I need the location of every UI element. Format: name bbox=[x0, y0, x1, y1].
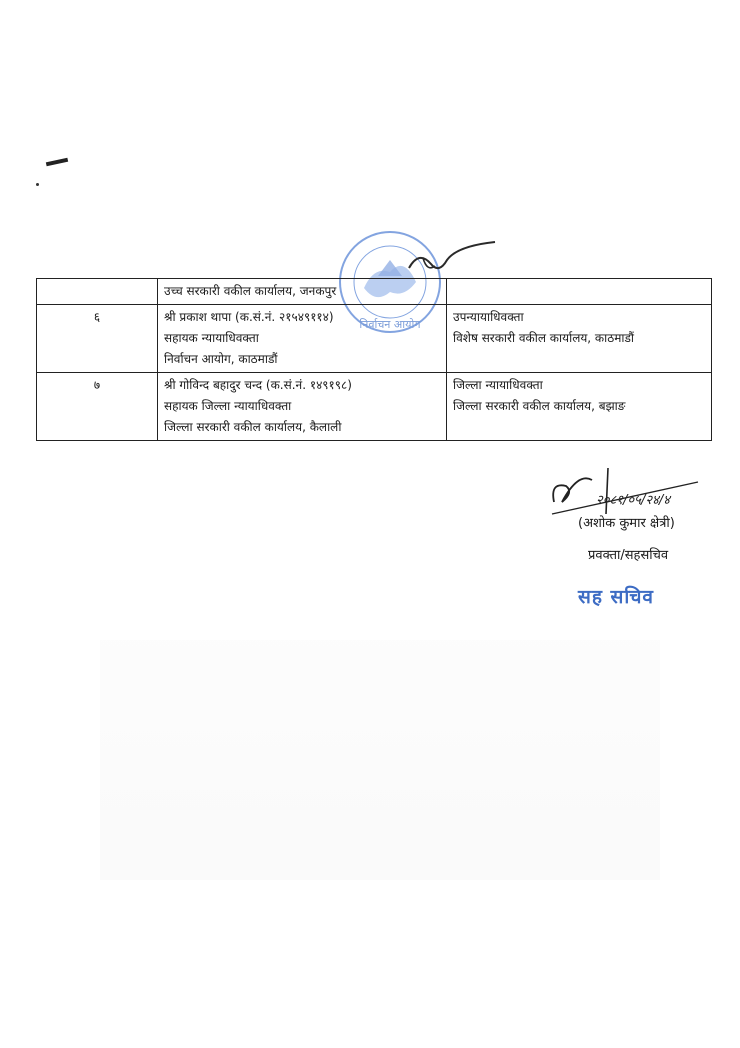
table-row bbox=[37, 305, 712, 373]
name-line: सहायक जिल्ला न्यायाधिवक्ता bbox=[164, 399, 292, 413]
signer-title: प्रवक्ता/सहसचिव bbox=[588, 548, 669, 563]
post-cell bbox=[447, 279, 712, 305]
name-line: उच्च सरकारी वकील कार्यालय, जनकपुर bbox=[164, 284, 337, 298]
scan-mark bbox=[46, 158, 68, 166]
designation-stamp: सह सचिव bbox=[578, 586, 654, 608]
signer-name: (अशोक कुमार क्षेत्री) bbox=[578, 516, 675, 531]
name-line: श्री गोविन्द बहादुर चन्द (क.सं.नं. १४९१९८) bbox=[164, 378, 352, 392]
name-cell bbox=[158, 373, 447, 441]
post-line: उपन्यायाधिवक्ता bbox=[453, 310, 524, 324]
name-cell bbox=[158, 305, 447, 373]
post-cell bbox=[447, 373, 712, 441]
signature-stroke bbox=[405, 238, 500, 278]
table-row bbox=[37, 279, 712, 305]
post-line: जिल्ला न्यायाधिवक्ता bbox=[453, 378, 543, 392]
table-row bbox=[37, 373, 712, 441]
scan-background-shade bbox=[100, 640, 660, 880]
serial-cell: ६ bbox=[37, 305, 158, 373]
scan-dot bbox=[36, 183, 39, 186]
seal-text: निर्वाचन आयोग bbox=[359, 318, 421, 331]
post-line: विशेष सरकारी वकील कार्यालय, काठमाडौं bbox=[453, 331, 635, 345]
name-line: श्री प्रकाश थापा (क.सं.नं. २१५४९११४) bbox=[164, 310, 334, 324]
name-line: जिल्ला सरकारी वकील कार्यालय, कैलाली bbox=[164, 420, 342, 434]
handwritten-signature bbox=[548, 462, 708, 520]
post-cell bbox=[447, 305, 712, 373]
name-line: निर्वाचन आयोग, काठमाडौं bbox=[164, 352, 278, 366]
name-cell bbox=[158, 279, 447, 305]
serial-cell bbox=[37, 279, 158, 305]
serial-cell: ७ bbox=[37, 373, 158, 441]
transfer-table bbox=[36, 278, 712, 441]
handwritten-date: २०८१/०५/२४/४ bbox=[596, 493, 670, 508]
name-line: सहायक न्यायाधिवक्ता bbox=[164, 331, 259, 345]
post-line: जिल्ला सरकारी वकील कार्यालय, बझाङ bbox=[453, 399, 626, 413]
